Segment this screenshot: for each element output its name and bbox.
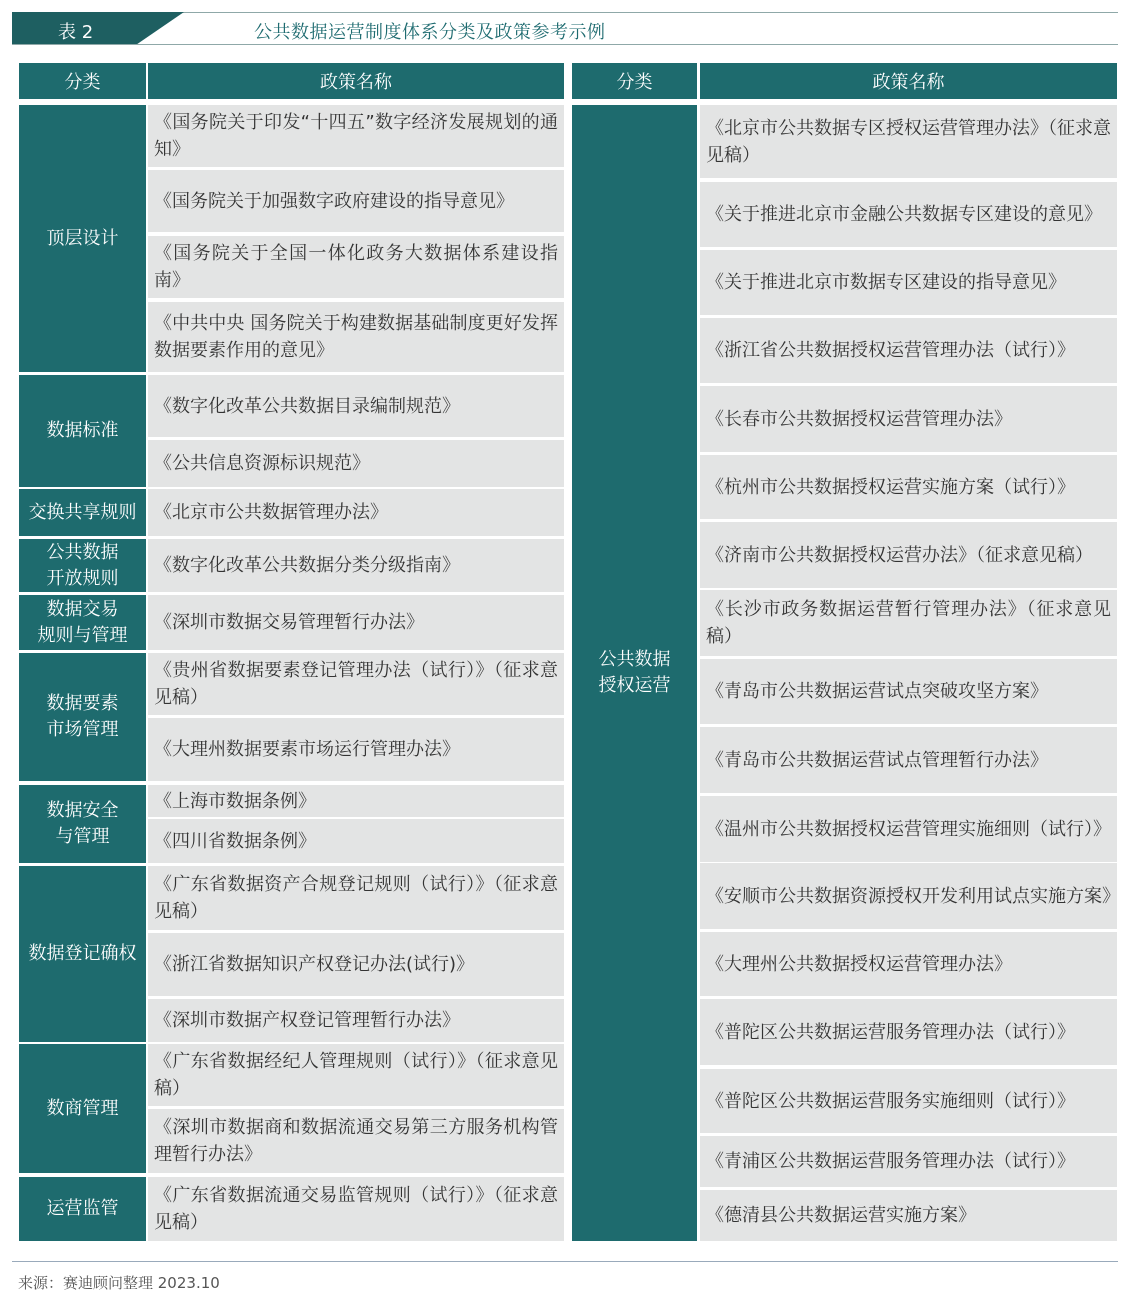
column-header-category: 分类	[19, 63, 146, 99]
policy-cell: 《国务院关于印发“十四五”数字经济发展规划的通知》	[148, 105, 564, 167]
policy-cell: 《温州市公共数据授权运营管理实施细则（试行）》	[700, 796, 1117, 862]
policy-cell: 《德清县公共数据运营实施方案》	[700, 1190, 1117, 1241]
column-header-policy: 政策名称	[700, 63, 1117, 99]
table-header-banner	[12, 12, 1118, 46]
policy-cell: 《杭州市公共数据授权运营实施方案（试行）》	[700, 455, 1117, 519]
policy-cell: 《深圳市数据商和数据流通交易第三方服务机构管理暂行办法》	[148, 1109, 564, 1173]
table-number: 表 2	[58, 22, 94, 43]
policy-cell: 《大理州公共数据授权运营管理办法》	[700, 932, 1117, 996]
policy-cell: 《浙江省公共数据授权运营管理办法（试行）》	[700, 318, 1117, 383]
policy-cell: 《广东省数据经纪人管理规则（试行）》（征求意见稿）	[148, 1044, 564, 1106]
footer-rule	[12, 1261, 1118, 1262]
policy-cell: 《数字化改革公共数据分类分级指南》	[148, 539, 564, 592]
header-top-rule	[182, 12, 1118, 13]
category-cell: 顶层设计	[19, 105, 146, 372]
policy-cell: 《安顺市公共数据资源授权开发利用试点实施方案》	[700, 863, 1117, 929]
category-cell: 数据标准	[19, 375, 146, 487]
policy-cell: 《关于推进北京市数据专区建设的指导意见》	[700, 250, 1117, 315]
policy-cell: 《长沙市政务数据运营暂行管理办法》（征求意见稿）	[700, 590, 1117, 656]
category-cell: 交换共享规则	[19, 489, 146, 536]
policy-cell: 《青岛市公共数据运营试点管理暂行办法》	[700, 727, 1117, 793]
category-cell: 公共数据 开放规则	[19, 539, 146, 592]
policy-cell: 《贵州省数据要素登记管理办法（试行）》（征求意见稿）	[148, 653, 564, 715]
category-cell: 数据登记确权	[19, 866, 146, 1042]
policy-cell: 《青岛市公共数据运营试点突破攻坚方案》	[700, 659, 1117, 724]
table-number-tag	[12, 12, 184, 45]
policy-cell: 《数字化改革公共数据目录编制规范》	[148, 375, 564, 437]
policy-cell: 《长春市公共数据授权运营管理办法》	[700, 386, 1117, 452]
policy-cell: 《普陀区公共数据运营服务实施细则（试行）》	[700, 1069, 1117, 1133]
policy-cell: 《济南市公共数据授权运营办法》（征求意见稿）	[700, 522, 1117, 588]
policy-cell: 《深圳市数据交易管理暂行办法》	[148, 595, 564, 650]
policy-cell: 《浙江省数据知识产权登记办法(试行)》	[148, 933, 564, 996]
header-bottom-rule	[12, 44, 1118, 45]
source-note: 来源：赛迪顾问整理 2023.10	[18, 1274, 220, 1292]
policy-cell: 《广东省数据资产合规登记规则（试行）》（征求意见稿）	[148, 866, 564, 930]
category-cell: 运营监管	[19, 1177, 146, 1241]
column-header-policy: 政策名称	[148, 63, 564, 99]
policy-cell: 《中共中央 国务院关于构建数据基础制度更好发挥数据要素作用的意见》	[148, 302, 564, 372]
policy-cell: 《青浦区公共数据运营服务管理办法（试行）》	[700, 1136, 1117, 1187]
category-cell: 数商管理	[19, 1044, 146, 1173]
policy-cell: 《国务院关于全国一体化政务大数据体系建设指南》	[148, 236, 564, 298]
policy-cell: 《国务院关于加强数字政府建设的指导意见》	[148, 170, 564, 232]
policy-cell: 《普陀区公共数据运营服务管理办法（试行）》	[700, 999, 1117, 1065]
table-title: 公共数据运营制度体系分类及政策参考示例	[254, 22, 606, 43]
category-cell: 数据要素 市场管理	[19, 653, 146, 781]
policy-cell: 《广东省数据流通交易监管规则（试行）》（征求意见稿）	[148, 1177, 564, 1241]
policy-cell: 《深圳市数据产权登记管理暂行办法》	[148, 999, 564, 1042]
policy-cell: 《关于推进北京市金融公共数据专区建设的意见》	[700, 182, 1117, 247]
category-cell: 数据安全 与管理	[19, 785, 146, 863]
policy-cell: 《大理州数据要素市场运行管理办法》	[148, 718, 564, 781]
policy-cell: 《上海市数据条例》	[148, 785, 564, 817]
policy-cell: 《四川省数据条例》	[148, 819, 564, 863]
policy-cell: 《北京市公共数据专区授权运营管理办法》（征求意见稿）	[700, 105, 1117, 178]
category-cell: 公共数据 授权运营	[572, 105, 697, 1241]
policy-cell: 《北京市公共数据管理办法》	[148, 489, 564, 536]
policy-cell: 《公共信息资源标识规范》	[148, 440, 564, 487]
category-cell: 数据交易 规则与管理	[19, 595, 146, 650]
column-header-category: 分类	[572, 63, 697, 99]
